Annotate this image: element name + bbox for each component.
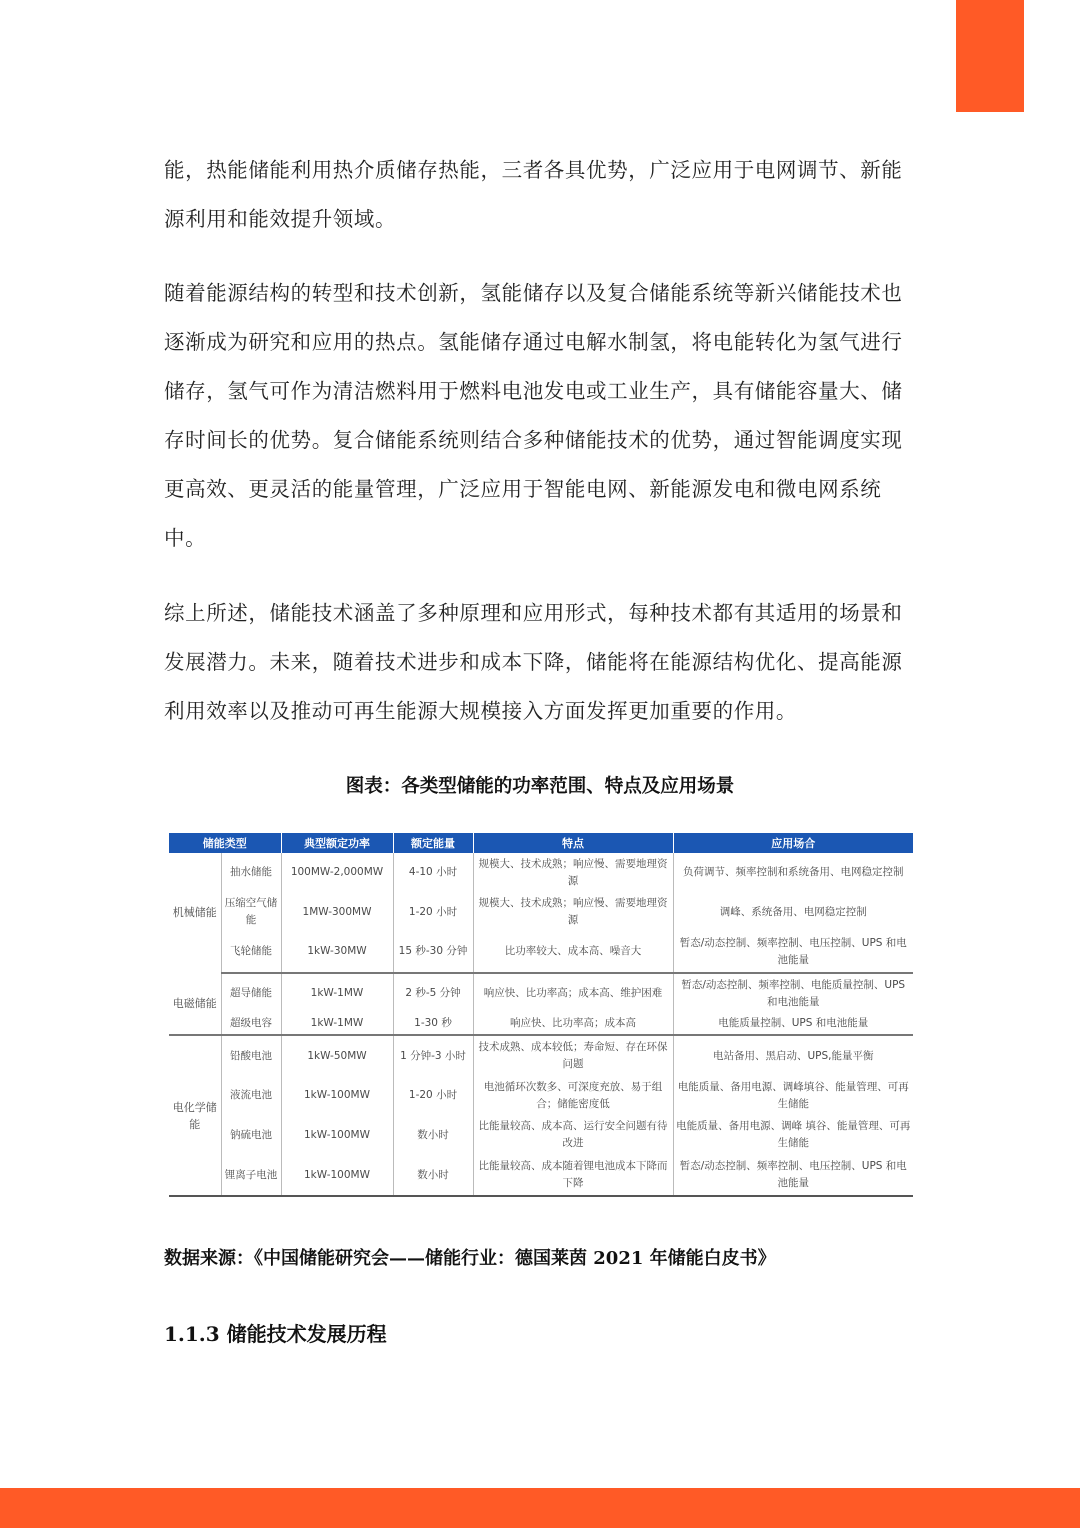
application-cell: 暂态/动态控制、频率控制、电压控制、UPS 和电池能量 [673,1155,913,1196]
energy-cell: 15 秒-30 分钟 [393,932,473,973]
category-cell: 机械储能 [169,853,221,973]
feature-cell: 电池循环次数多、可深度充放、易于组合；储能密度低 [473,1076,673,1116]
type-name: 超导储能 [221,973,281,1014]
energy-cell: 1 分钟-3 小时 [393,1035,473,1076]
feature-cell: 技术成熟、成本较低；寿命短、存在环保问题 [473,1035,673,1076]
application-cell: 暂态/动态控制、频率控制、电能质量控制、UPS 和电池能量 [681,978,906,1008]
application-cell: 调峰、系统备用、电网稳定控制 [719,905,867,918]
table-row [169,893,913,933]
header-application: 应用场合 [673,833,913,853]
energy-cell: 4-10 小时 [393,853,473,893]
header-power: 典型额定功率 [281,833,393,853]
application-cell: 电能质量控制、UPS 和电池能量 [673,1013,913,1035]
paragraph-1: 能，热能储能利用热介质储存热能，三者各具优势，广泛应用于电网调节、新能源利用和能效提升领域。 [164,158,903,231]
header-energy: 额定能量 [393,833,473,853]
table-row [169,1155,913,1196]
power-cell: 100MW-2,000MW [281,853,393,893]
application-cell: 电站备用、黑启动、UPS,能量平衡 [712,1049,874,1062]
energy-cell: 1-20 小时 [393,893,473,933]
footer-accent-bar [0,1488,1080,1528]
power-cell: 1kW-100MW [281,1076,393,1116]
type-name: 液流电池 [221,1076,281,1116]
energy-cell: 1-30 秒 [393,1013,473,1035]
feature-cell: 响应快、比功率高；成本高 [473,1013,673,1035]
type-name: 超级电容 [221,1013,281,1035]
power-cell: 1kW-30MW [281,932,393,973]
feature-cell: 规模大、技术成熟；响应慢、需要地理资源 [473,853,673,893]
application-cell: 电能质量、备用电源、调峰填谷、能量管理、可再生储能 [677,1080,909,1110]
corner-accent-tab [956,0,1024,112]
table-row [169,973,913,1014]
paragraph-2: 随着能源结构的转型和技术创新，氢能储存以及复合储能系统等新兴储能技术也逐渐成为研究和应用的热点。氢能储存通过电解水制氢，将电能转化为氢气进行储存，氢气可作为清洁燃料用于燃料电池发电或工业生产，具有储能容量大、储存时间长的优势。复合储能系统则结合多种储能技术的优势，通过智能调度实现更高效、更灵活的能量管理，广泛应用于智能电网、新能源发电和微电网系统中。 [164,281,903,550]
header-feature: 特点 [473,833,673,853]
section-heading: 1.1.3 储能技术发展历程 [164,1322,387,1346]
power-cell: 1MW-300MW [281,893,393,933]
energy-cell: 数小时 [393,1155,473,1196]
table-row [169,932,913,973]
storage-table [169,833,913,1197]
table-caption: 图表：各类型储能的功率范围、特点及应用场景 [345,776,735,797]
power-cell: 1kW-50MW [281,1035,393,1076]
category-cell: 电磁储能 [169,973,221,1036]
type-name: 抽水储能 [221,853,281,893]
table-header-row [169,833,913,853]
energy-cell: 2 秒-5 分钟 [393,973,473,1014]
data-source-note: 数据来源：《中国储能研究会——储能行业：德国莱茵 2021 年储能白皮书》 [164,1248,776,1269]
power-cell: 1kW-1MW [281,973,393,1014]
feature-cell: 比能量较高、成本随着锂电池成本下降而下降 [473,1155,673,1196]
category-cell: 电化学储能 [169,1035,221,1196]
type-name: 铅酸电池 [221,1035,281,1076]
header-type: 储能类型 [169,833,281,853]
paragraph-3: 综上所述，储能技术涵盖了多种原理和应用形式，每种技术都有其适用的场景和发展潜力。未来，随着技术进步和成本下降，储能将在能源结构优化、提高能源利用效率以及推动可再生能源大规模接入方面发挥更加重要的作用。 [164,601,903,723]
type-name: 飞轮储能 [221,932,281,973]
table-row [169,1013,913,1035]
feature-cell: 规模大、技术成熟；响应慢、需要地理资源 [473,893,673,933]
type-name: 锂离子电池 [221,1155,281,1196]
power-cell: 1kW-100MW [281,1116,393,1156]
type-name: 压缩空气储能 [221,893,281,933]
feature-cell: 响应快、比功率高；成本高、维护困难 [473,973,673,1014]
table-row [169,1116,913,1156]
table-row [169,1035,913,1076]
application-cell: 电能质量、备用电源、调峰 填谷、能量管理、可再生储能 [676,1120,911,1150]
energy-cell: 数小时 [393,1116,473,1156]
power-cell: 1kW-1MW [281,1013,393,1035]
feature-cell: 比能量较高、成本高、运行安全问题有待改进 [473,1116,673,1156]
energy-cell: 1-20 小时 [393,1076,473,1116]
table-row [169,1076,913,1116]
feature-cell: 比功率较大、成本高、噪音大 [473,932,673,973]
application-cell: 暂态/动态控制、频率控制、电压控制、UPS 和电池能量 [673,932,913,973]
table-row [169,853,913,893]
power-cell: 1kW-100MW [281,1155,393,1196]
application-cell: 负荷调节、频率控制和系统备用、电网稳定控制 [683,866,904,879]
type-name: 钠硫电池 [221,1116,281,1156]
